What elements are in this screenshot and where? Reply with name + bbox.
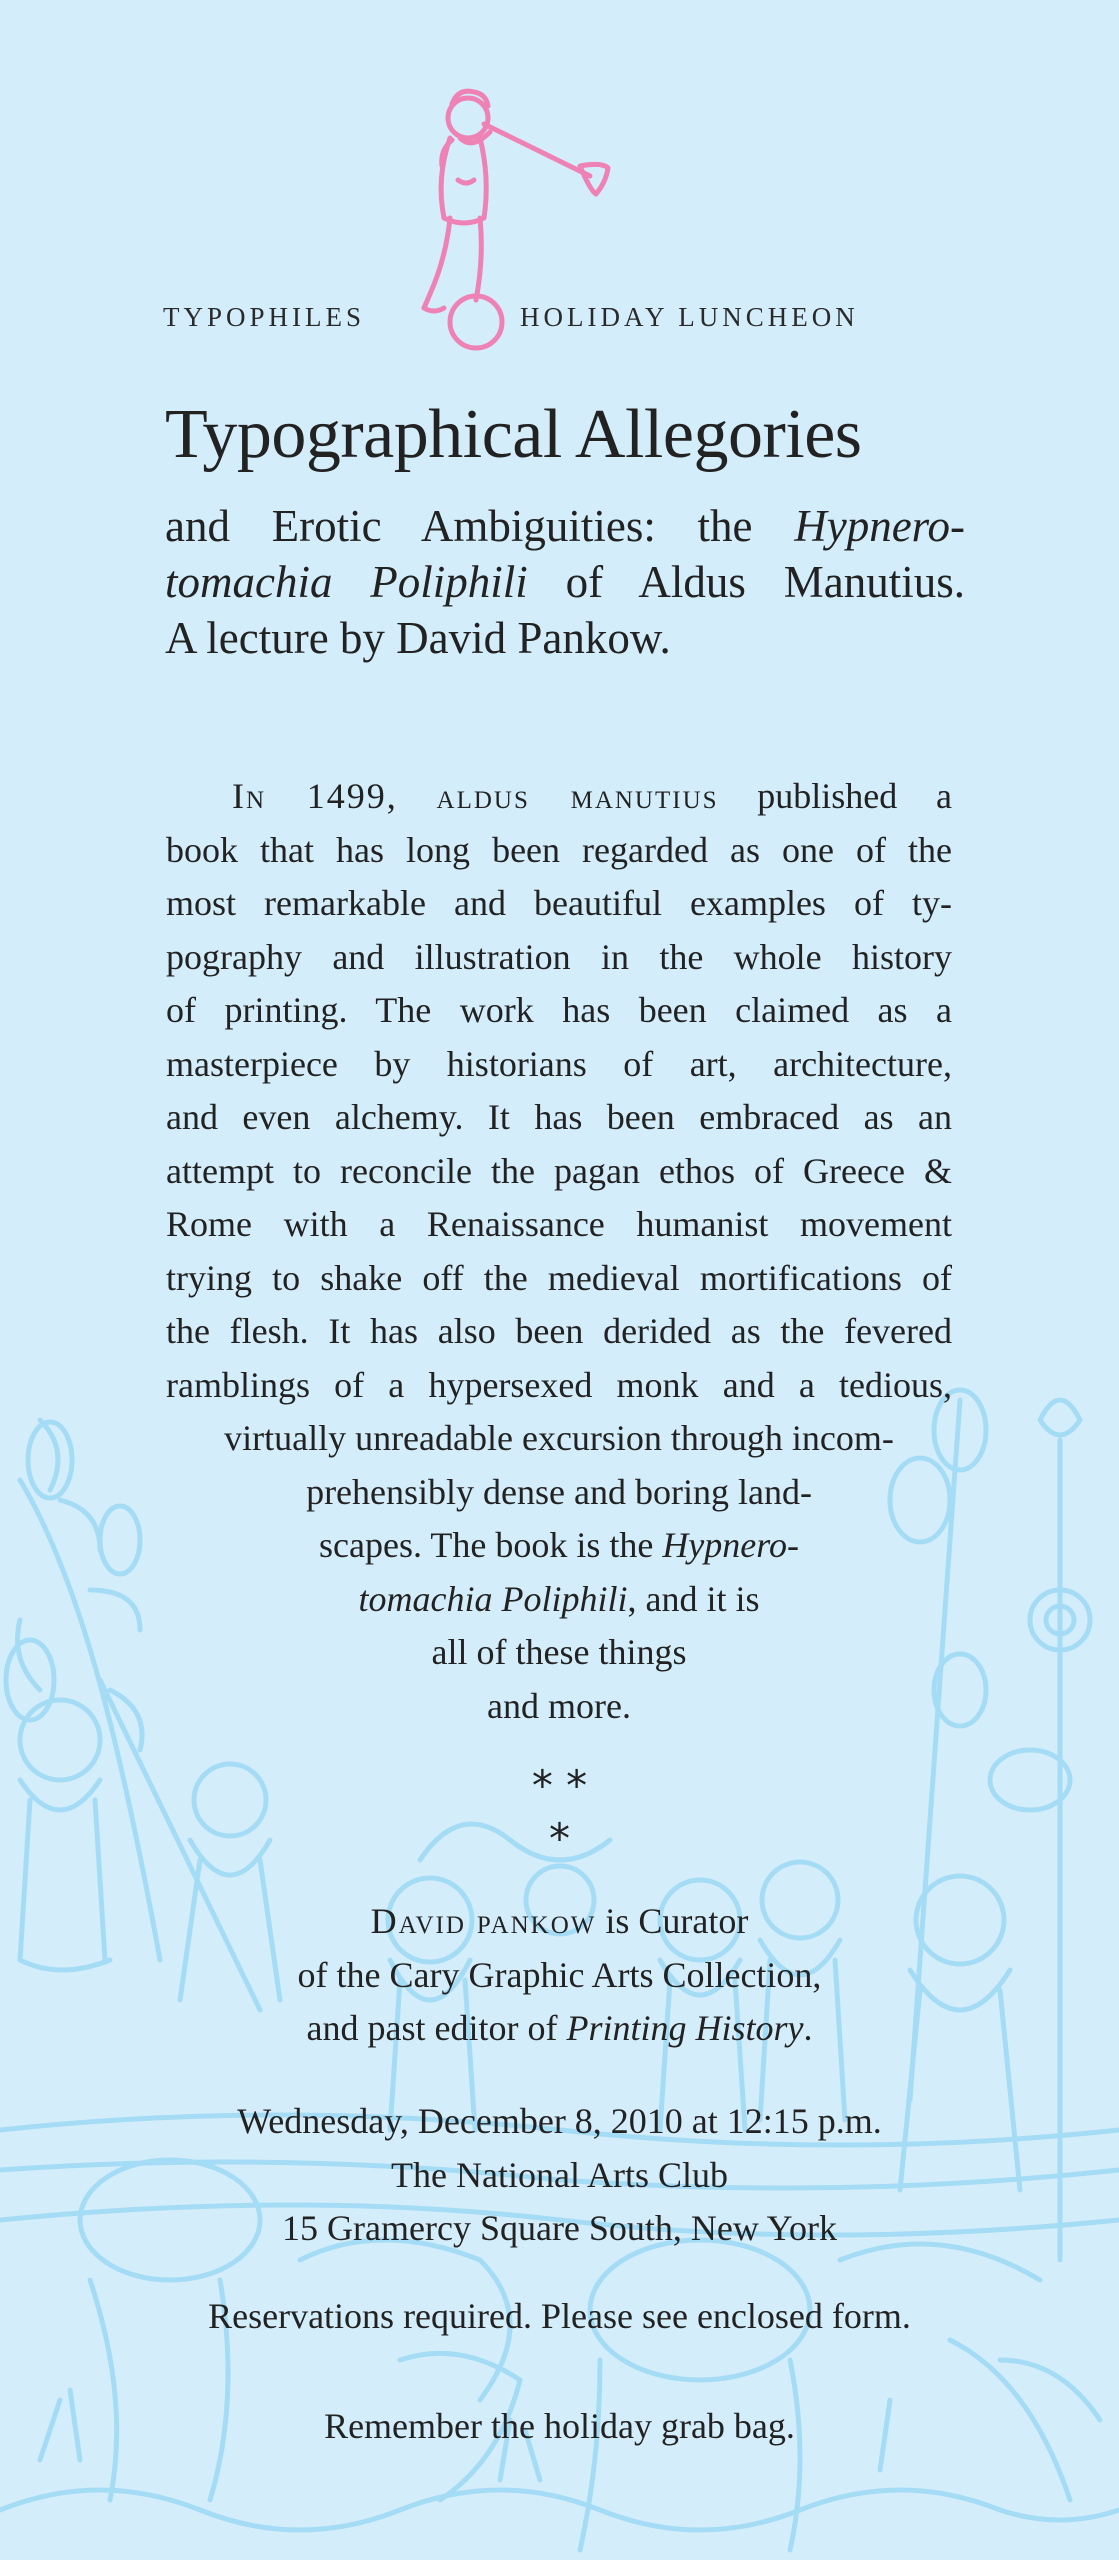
speaker-bio <box>0 1895 1119 2056</box>
subtitle-text: of Aldus Manutius. <box>527 557 965 607</box>
bio-line-3 <box>0 2002 1119 2056</box>
body-text: scapes. The book is the <box>319 1525 663 1565</box>
bio-line-1 <box>0 1895 1119 1949</box>
subtitle-text: and Erotic Ambiguities: the <box>165 501 795 551</box>
bio-text: and past editor of <box>306 2008 567 2048</box>
body-italic: Hypnero- <box>662 1525 799 1565</box>
grab-bag-reminder: Remember the holiday grab bag. <box>324 2406 795 2446</box>
body-name: aldus manutius <box>436 776 719 816</box>
body-line <box>166 1519 952 1573</box>
body-line: and even alchemy. It has been embraced as an <box>166 1097 952 1137</box>
subtitle-line-1 <box>165 498 965 554</box>
body-line: ramblings of a hypersexed monk and a tedious, <box>166 1364 952 1405</box>
subtitle <box>165 498 965 666</box>
publication-title: Printing History <box>566 2008 804 2048</box>
bio-text: . <box>803 2008 813 2048</box>
event-datetime: Wednesday, December 8, 2010 at 12:15 p.m. <box>237 2101 882 2141</box>
body-line <box>166 770 952 824</box>
body-line: trying to shake off the medieval mortifications of <box>166 1257 952 1298</box>
body-line: attempt to reconcile the pagan ethos of Greece & <box>166 1150 952 1191</box>
body-italic: tomachia Poliphili <box>358 1578 628 1619</box>
event-address: 15 Gramercy Square South, New York <box>282 2208 837 2248</box>
body-line: of printing. The work has been claimed as a <box>166 990 952 1030</box>
body-line <box>166 1573 952 1627</box>
body-line: all of these things <box>431 1632 687 1672</box>
body-line: masterpiece by historians of art, architecture, <box>166 1043 952 1084</box>
subtitle-italic: Hypnero- <box>794 501 965 551</box>
subtitle-line-2 <box>165 554 965 610</box>
body-line: the flesh. It has also been derided as the fevered <box>166 1311 952 1351</box>
body-line: Rome with a Renaissance humanist movement <box>166 1204 952 1244</box>
lecture-description <box>166 770 952 1733</box>
header-holiday-luncheon: HOLIDAY LUNCHEON <box>520 302 859 332</box>
event-details <box>0 2095 1119 2256</box>
body-line: prehensibly dense and boring land- <box>306 1471 812 1512</box>
asterism-bottom: * <box>549 1814 570 1863</box>
speaker-name: David pankow <box>370 1901 597 1941</box>
bio-text: is Curator <box>596 1901 749 1941</box>
reservations-note: Reservations required. Please see enclosed form. <box>208 2296 911 2336</box>
body-text: , and it is <box>627 1578 760 1619</box>
subtitle-italic: tomachia Poliphili <box>165 557 528 607</box>
event-venue: The National Arts Club <box>391 2154 728 2195</box>
subtitle-line-3: A lecture by David Pankow. <box>165 613 671 663</box>
body-text: published a <box>718 776 952 816</box>
body-lead: In 1499, <box>232 776 398 816</box>
body-line: and more. <box>487 1685 631 1726</box>
header-typophiles: TYPOPHILES <box>163 302 366 332</box>
body-line: pography and illustration in the whole history <box>166 936 952 977</box>
page-title: Typographical Allegories <box>165 396 862 473</box>
bio-line-2: of the Cary Graphic Arts Collection, <box>297 1954 822 1995</box>
body-line: book that has long been regarded as one of the <box>166 829 952 870</box>
body-line: virtually unreadable excursion through incom- <box>224 1418 894 1458</box>
asterism-top: * * <box>531 1761 588 1810</box>
body-line: most remarkable and beautiful examples of ty- <box>166 883 952 923</box>
